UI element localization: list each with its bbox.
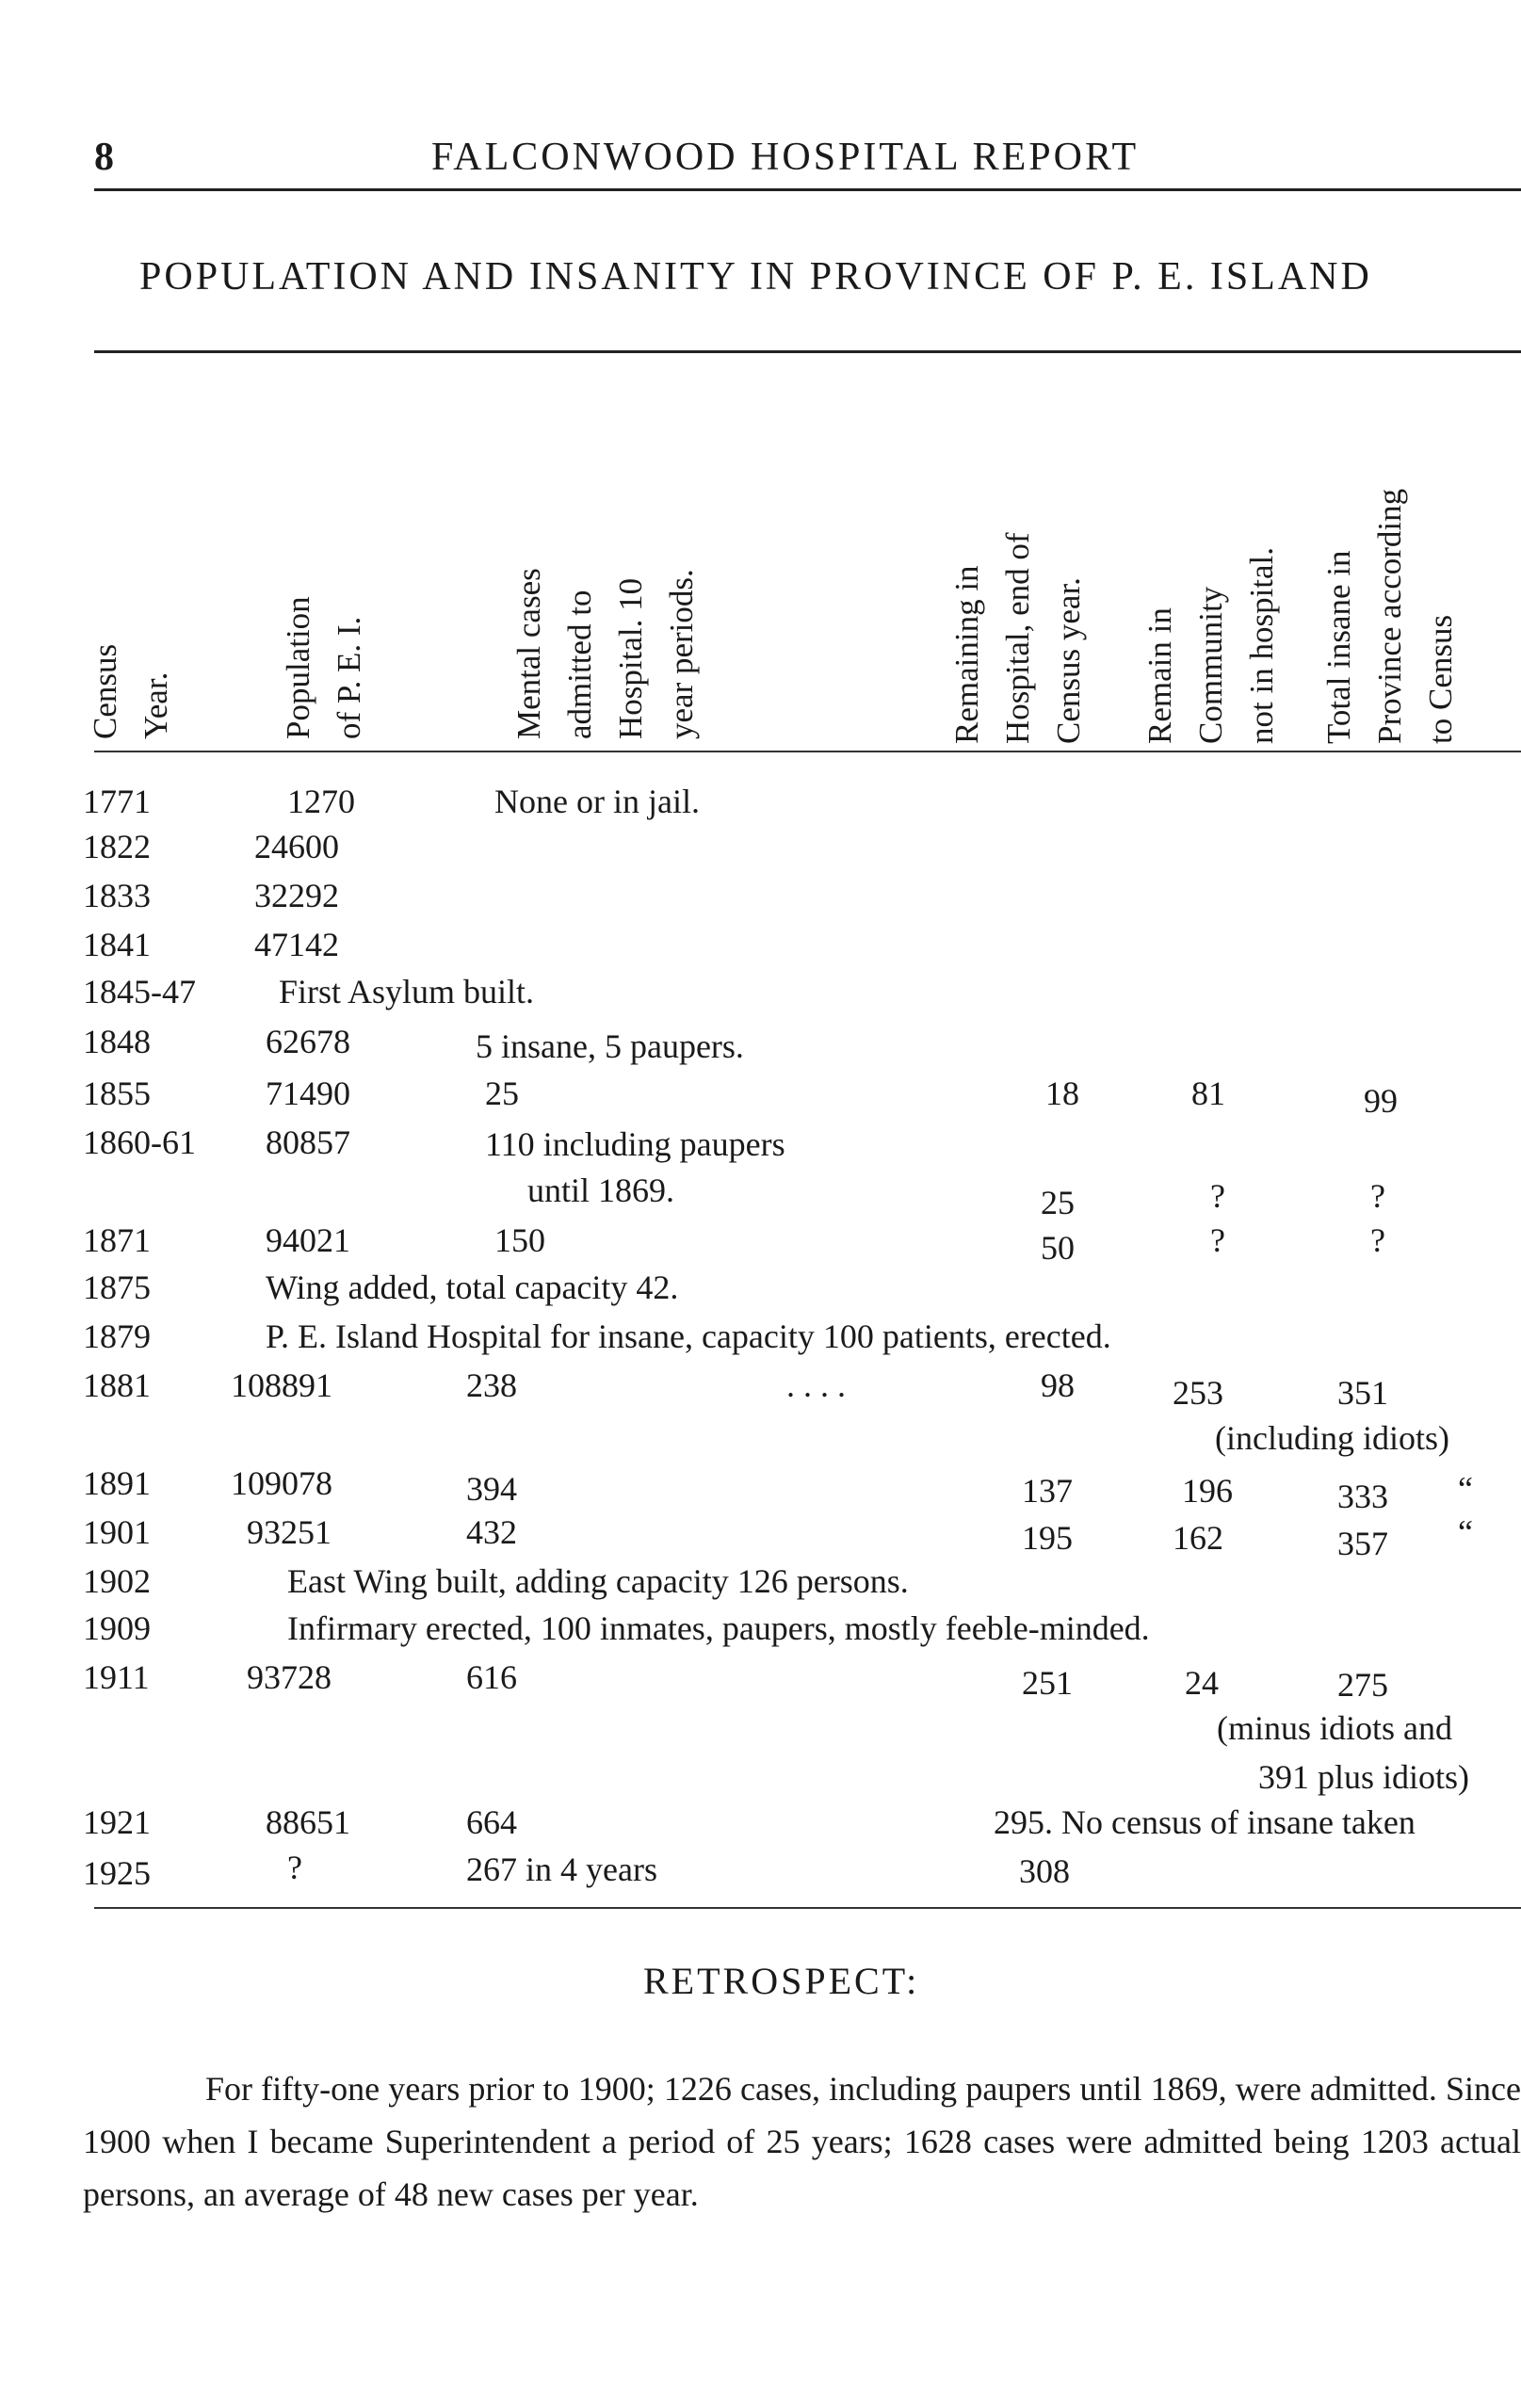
cell-remaining: 25: [1041, 1184, 1075, 1221]
cell-remaining: 195: [1022, 1519, 1073, 1557]
cell-total: ?: [1370, 1177, 1385, 1215]
cell-year: 1871: [83, 1221, 151, 1259]
retrospect-paragraph: For fifty-one years prior to 1900; 1226 cases, including paupers until 1869, were admitted. Since 1900 when I became Superintendent a period of 25 years; 1628 cases were admitted being 1203 actual persons, an average of 48 new cases per year.: [83, 2070, 1521, 2213]
cell-admitted: until 1869.: [527, 1172, 675, 1209]
cell-community: 81: [1191, 1075, 1225, 1112]
cell-year: 1925: [83, 1854, 151, 1892]
cell-dots: . . . .: [786, 1366, 846, 1404]
cell-admitted: 664: [466, 1803, 517, 1841]
cell-admitted: None or in jail.: [494, 783, 700, 820]
cell-remaining: 295. No census of insane taken: [994, 1803, 1416, 1841]
cell-population: 109078: [231, 1464, 332, 1502]
cell-population: 108891: [231, 1366, 332, 1404]
cell-note: Wing added, total capacity 42.: [266, 1269, 679, 1306]
cell-admitted: 267 in 4 years: [466, 1850, 657, 1888]
table-top-rule: [94, 350, 1521, 353]
cell-total-note: 391 plus idiots): [1258, 1758, 1470, 1796]
cell-year: 1881: [83, 1366, 151, 1404]
cell-population: 62678: [266, 1023, 350, 1060]
cell-population: 71490: [266, 1075, 350, 1112]
cell-note: East Wing built, adding capacity 126 persons.: [287, 1562, 909, 1600]
cell-population: 47142: [254, 926, 339, 963]
cell-remaining: 137: [1022, 1472, 1073, 1510]
cell-year: 1845-47: [83, 973, 196, 1010]
cell-total: ?: [1370, 1221, 1385, 1259]
cell-population: 24600: [254, 828, 339, 865]
cell-ditto: “: [1458, 1470, 1473, 1508]
cell-admitted: 150: [494, 1221, 545, 1259]
cell-note: P. E. Island Hospital for insane, capacity 100 patients, erected.: [266, 1317, 1111, 1355]
cell-year: 1921: [83, 1803, 151, 1841]
cell-population: 1270: [287, 783, 355, 820]
running-title: FALCONWOOD HOSPITAL REPORT: [431, 136, 1140, 179]
cell-community: 196: [1182, 1472, 1233, 1510]
cell-ditto: “: [1458, 1513, 1473, 1551]
cell-community: 24: [1185, 1664, 1219, 1702]
cell-admitted: 432: [466, 1513, 517, 1551]
cell-total: 351: [1337, 1374, 1388, 1412]
cell-year: 1901: [83, 1513, 151, 1551]
cell-total: 333: [1337, 1478, 1388, 1515]
page-number: 8: [94, 136, 114, 179]
cell-year: 1822: [83, 828, 151, 865]
cell-admitted: 110 including paupers: [485, 1125, 785, 1163]
cell-year: 1860-61: [83, 1123, 196, 1161]
cell-total: 275: [1337, 1666, 1388, 1704]
column-header-total-insane: Total insane in Province according to Census: [1320, 488, 1459, 744]
cell-population: 93728: [247, 1658, 332, 1696]
retrospect-body: [83, 2062, 1521, 2221]
cell-year: 1891: [83, 1464, 151, 1502]
cell-note: Infirmary erected, 100 inmates, paupers, mostly feeble-minded.: [287, 1609, 1150, 1647]
column-header-community: Remain in Community not in hospital.: [1141, 546, 1280, 744]
cell-year: 1911: [83, 1658, 150, 1696]
cell-admitted: 238: [466, 1366, 517, 1404]
cell-admitted: 616: [466, 1658, 517, 1696]
column-header-remaining: Remaining in Hospital, end of Census year.: [948, 532, 1087, 744]
column-header-population: Population of P. E. I.: [280, 596, 367, 739]
cell-population: ?: [287, 1849, 302, 1886]
cell-admitted: 25: [485, 1075, 519, 1112]
cell-year: 1841: [83, 926, 151, 963]
cell-population: 32292: [254, 877, 339, 914]
column-header-census-year: Census Year.: [87, 643, 174, 739]
cell-total-note: (including idiots): [1215, 1419, 1449, 1457]
retrospect-title: RETROSPECT:: [643, 1960, 920, 2002]
cell-population: 88651: [266, 1803, 350, 1841]
header-bottom-rule: [94, 751, 1521, 752]
cell-year: 1879: [83, 1317, 151, 1355]
cell-year: 1902: [83, 1562, 151, 1600]
cell-community: ?: [1210, 1177, 1225, 1215]
cell-community: 162: [1173, 1519, 1223, 1557]
cell-remaining: 308: [1019, 1852, 1070, 1890]
cell-remaining: 98: [1041, 1366, 1075, 1404]
cell-admitted: 5 insane, 5 paupers.: [476, 1027, 744, 1065]
header-rule: [94, 188, 1521, 191]
section-title: POPULATION AND INSANITY IN PROVINCE OF P. E. ISLAND: [139, 255, 1372, 299]
cell-population: 80857: [266, 1123, 350, 1161]
cell-total: 99: [1364, 1082, 1398, 1120]
cell-community: 253: [1173, 1374, 1223, 1412]
cell-total-note: (minus idiots and: [1217, 1709, 1452, 1747]
cell-year: 1855: [83, 1075, 151, 1112]
cell-year: 1848: [83, 1023, 151, 1060]
cell-population: 93251: [247, 1513, 332, 1551]
cell-population: 94021: [266, 1221, 350, 1259]
cell-year: 1833: [83, 877, 151, 914]
cell-year: 1909: [83, 1609, 151, 1647]
cell-admitted: 394: [466, 1470, 517, 1508]
cell-community: ?: [1210, 1221, 1225, 1259]
cell-remaining: 18: [1045, 1075, 1079, 1112]
cell-total: 357: [1337, 1525, 1388, 1562]
table-bottom-rule: [94, 1907, 1521, 1909]
cell-remaining: 251: [1022, 1664, 1073, 1702]
cell-remaining: 50: [1041, 1229, 1075, 1267]
cell-note: First Asylum built.: [279, 973, 535, 1010]
cell-year: 1771: [83, 783, 151, 820]
cell-year: 1875: [83, 1269, 151, 1306]
column-header-mental-cases: Mental cases admitted to Hospital. 10 year periods.: [510, 568, 700, 739]
